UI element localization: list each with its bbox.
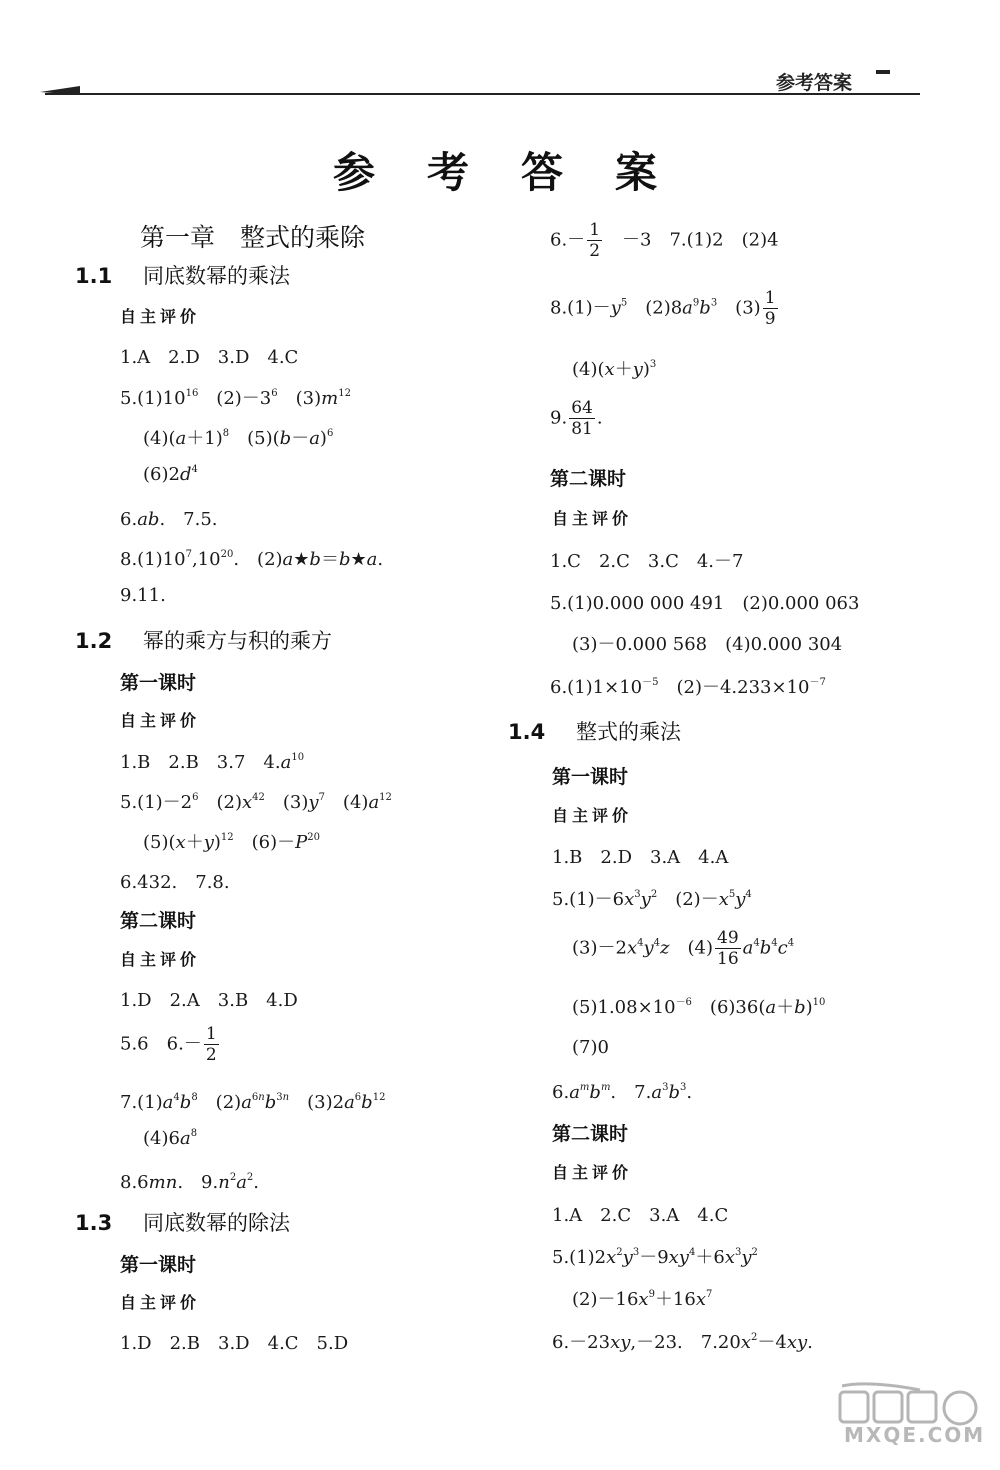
section-1-4 [508,716,681,746]
answer-line: $(3)-2x^4y^4z$ (4) $\frac{49}{16}$ $a^4b^4c^4$ [572,928,795,969]
section-title: 同底数幂的除法 [143,1211,290,1235]
ziping-label: 自主评价 [120,307,201,326]
answer-line: 1.B 2.B 3.7 $4.a^{10}$ [120,752,305,773]
running-title: 参考答案 [776,72,853,94]
answer-line: 6.－ $\frac{1}{2}$ －3 7.(1)2 (2)4 [550,220,779,261]
answer-line: 9. $\frac{64}{81}$ . [550,398,603,439]
answer-line: $6.(1)1\times 10^{-5}$ $(2)-4.233\times 10^{-7}$ [550,677,826,698]
answer-line: $(2)-16x^9+16x^7$ [572,1289,713,1310]
lesson-title: 第一课时 [120,1254,197,1276]
ziping-label: 自主评价 [120,711,201,730]
answer-line: $6.a^mb^m$. $7.a^3b^3$. [552,1082,693,1103]
ziping-label: 自主评价 [552,1163,633,1182]
lesson-title: 第二课时 [550,468,627,490]
ziping-label: 自主评价 [120,1293,201,1312]
fraction: $\frac{64}{81}$ [571,398,593,439]
section-1-3 [75,1207,290,1237]
fraction: $\frac{49}{16}$ [717,928,739,969]
lesson-title: 第二课时 [120,910,197,932]
answer-line: 1.A 2.D 3.D 4.C [120,347,299,368]
answer-line: $5.(1)2x^2y^3-9xy^4+6x^3y^2$ [552,1247,758,1268]
lesson-title: 第一课时 [120,672,197,694]
answer-line: $8.(1)-y^5$ $(2)8a^9b^3$ (3) $\frac{1}{9}$ [550,288,776,329]
page-title: 参考答案 [333,148,710,197]
section-1-2 [75,625,332,655]
section-title: 幂的乘方与积的乘方 [143,629,332,653]
watermark-logo [830,1378,990,1448]
answer-line: $(5)1.08\times 10^{-6}$ $(6)36(a+b)^{10}$ [572,997,826,1018]
header-mark [876,70,890,74]
chapter-title: 第一章 整式的乘除 [140,223,366,252]
answer-line: $5.(1)10^{16}$ $(2)-3^6$ $(3)m^{12}$ [120,388,351,409]
answer-line: 6.432. 7.8. [120,872,230,893]
fraction: $\frac{1}{9}$ [764,288,776,329]
ziping-label: 自主评价 [552,509,633,528]
answer-line: 5.6 6.－ $\frac{1}{2}$ [120,1024,217,1065]
answer-line: 1.D 2.B 3.D 4.C 5.D [120,1333,349,1354]
answer-line: (3)－0.000 568 (4)0.000 304 [572,634,843,655]
answer-line: $(4)(a+1)^8$ $(5)(b-a)^6$ [143,428,334,449]
ziping-label: 自主评价 [552,806,633,825]
answer-line: $5.(1)-6x^3y^2$ $(2)-x^5y^4$ [552,889,752,910]
ziping-label: 自主评价 [120,950,201,969]
section-title: 同底数幂的乘法 [143,264,290,288]
answer-line: 9.11. [120,585,166,606]
section-number: 1.4 [508,720,546,744]
answer-line: 6.ab. 7.5. [120,509,218,530]
section-number: 1.2 [75,629,113,653]
answer-line: $(5)(x+y)^{12}$ $(6)-P^{20}$ [143,832,320,853]
watermark-text: MXQE.COM [844,1423,986,1447]
answer-line: $(4)(x+y)^3$ [572,359,657,380]
answer-line: $(6)2d^4$ [143,464,198,485]
answer-line: 1.D 2.A 3.B 4.D [120,990,298,1011]
answer-line: (7)0 [572,1037,609,1058]
section-1-1 [75,260,290,290]
answer-line: 1.B 2.D 3.A 4.A [552,847,729,868]
lesson-title: 第二课时 [552,1123,629,1145]
answer-line: 1.A 2.C 3.A 4.C [552,1205,729,1226]
answer-line: 1.C 2.C 3.C 4.－7 [550,551,744,572]
answer-line: $(4)6a^8$ [143,1128,198,1149]
answer-line: 5.(1)0.000 000 491 (2)0.000 063 [550,593,860,614]
answer-line: $5.(1)-2^6$ $(2)x^{42}$ $(3)y^7$ $(4)a^{12}$ [120,792,392,813]
answer-line: 8.6mn. $9.n^2a^2$. [120,1172,260,1193]
answer-line: 6.－23xy,－23. $7.20x^2-4xy$. [552,1332,813,1353]
section-title: 整式的乘法 [576,720,681,744]
fraction: $\frac{1}{2}$ [589,220,601,261]
answer-line: $7.(1)a^4b^8$ $(2)a^{6n}b^{3n}$ $(3)2a^6b^{12}$ [120,1092,386,1113]
section-number: 1.3 [75,1211,113,1235]
section-number: 1.1 [75,264,113,288]
lesson-title: 第一课时 [552,766,629,788]
answer-line: $8.(1)10^7,10^{20}$. (2)a★b＝b★a. [120,549,384,570]
fraction: $\frac{1}{2}$ [205,1024,217,1065]
